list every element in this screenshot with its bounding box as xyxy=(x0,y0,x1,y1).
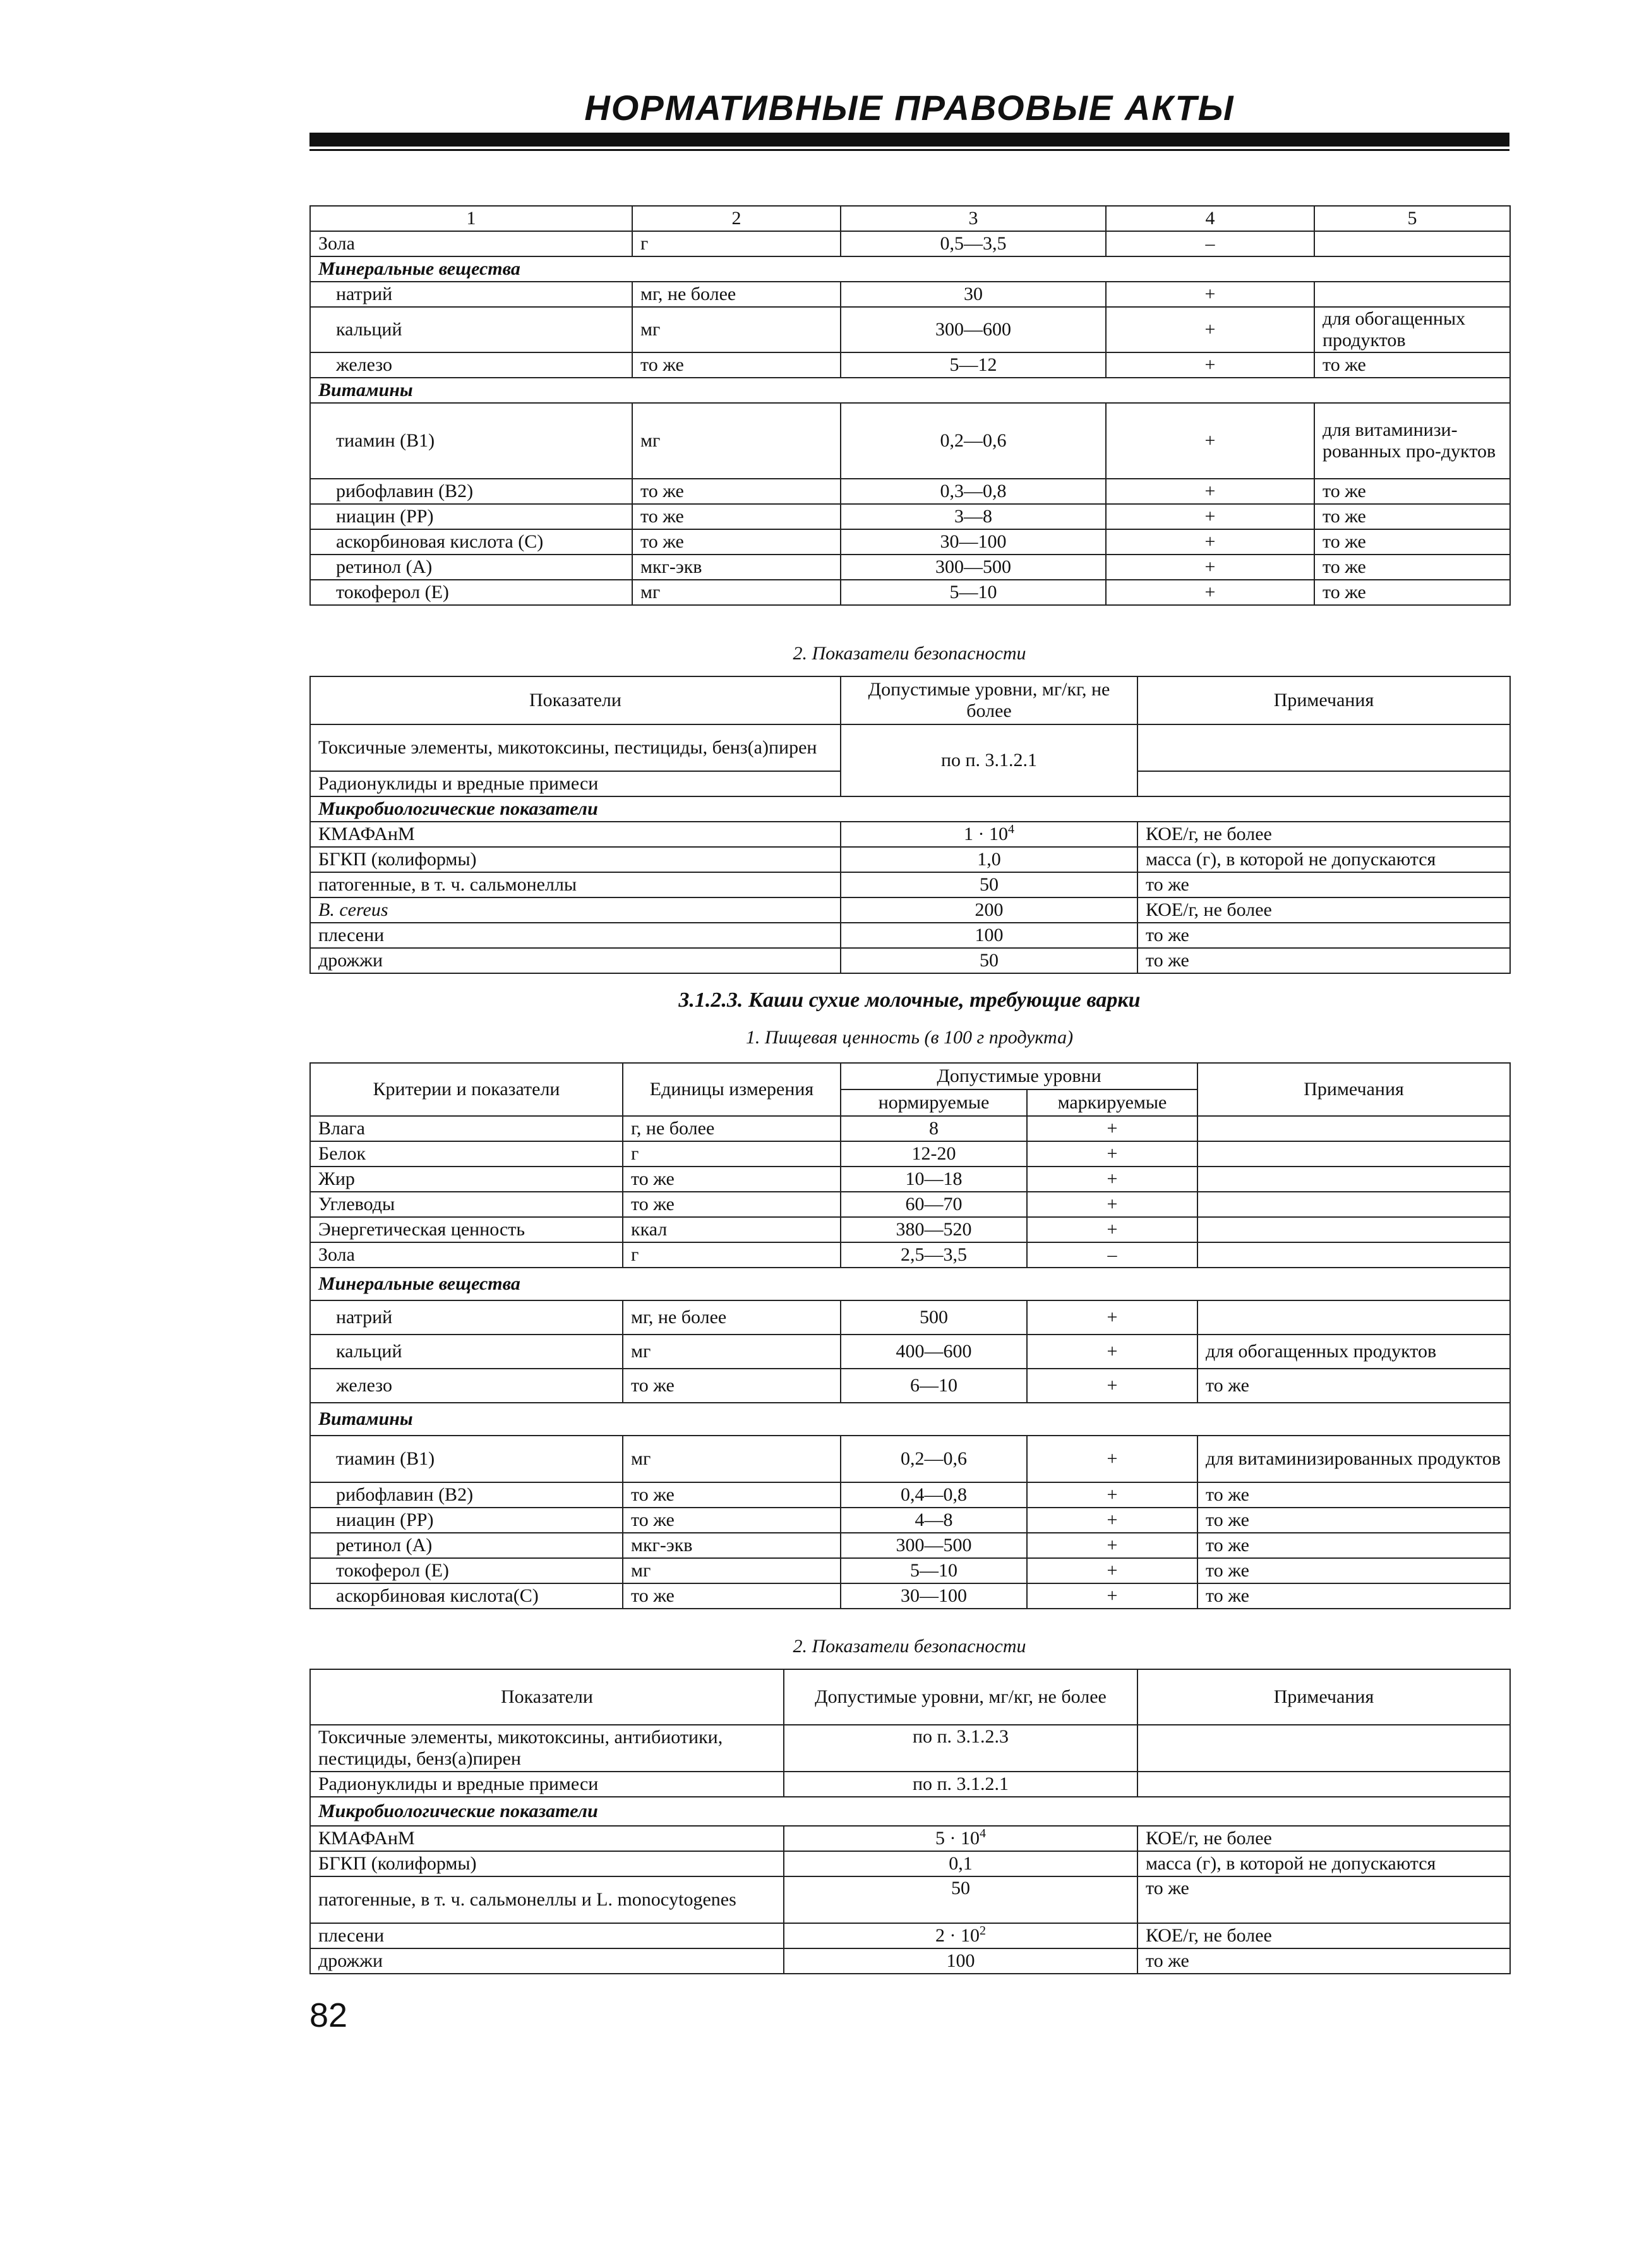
table-cell: 3—8 xyxy=(841,504,1106,529)
table-cell: + xyxy=(1106,282,1314,307)
table-row xyxy=(310,948,1510,973)
table-cell: 12-20 xyxy=(841,1141,1027,1167)
table-cell: + xyxy=(1027,1508,1197,1533)
section-row xyxy=(310,796,1510,822)
table-cell: + xyxy=(1106,403,1314,479)
table-row xyxy=(310,1948,1510,1974)
table-row xyxy=(310,872,1510,897)
table-cell: 30—100 xyxy=(841,529,1106,555)
indicator-cell: аскорбиновая кислота(C) xyxy=(310,1583,623,1609)
table-cell xyxy=(1137,771,1510,796)
note-cell: КОЕ/г, не более xyxy=(1137,1923,1510,1948)
indicator-cell: токоферол (E) xyxy=(310,580,632,605)
table-cell: 4—8 xyxy=(841,1508,1027,1533)
table-row xyxy=(310,1482,1510,1508)
table-cell: – xyxy=(1027,1242,1197,1268)
table-cell: + xyxy=(1027,1217,1197,1242)
table-row xyxy=(310,1558,1510,1583)
table-row xyxy=(310,580,1510,605)
table-cell: то же xyxy=(1314,580,1510,605)
level-value: 100 xyxy=(975,925,1004,945)
section-row xyxy=(310,256,1510,282)
table-cell: + xyxy=(1106,352,1314,378)
table-cell xyxy=(1197,1242,1510,1268)
indicator-cell: Белок xyxy=(310,1141,623,1167)
indicator-cell: натрий xyxy=(310,282,632,307)
table-cell xyxy=(1197,1116,1510,1141)
level-cell xyxy=(841,948,1137,973)
table-cell: г xyxy=(632,231,841,256)
indicator-cell: рибофлавин (B2) xyxy=(310,1482,623,1508)
indicator-cell: Радионуклиды и вредные примеси xyxy=(310,1772,784,1797)
note-cell: КОЕ/г, не более xyxy=(1137,1826,1510,1851)
table-cell: то же xyxy=(1197,1533,1510,1558)
table-cell: + xyxy=(1106,555,1314,580)
table-cell: 0,2—0,6 xyxy=(841,1436,1027,1482)
table-row xyxy=(310,1167,1510,1192)
column-header: Единицы измерения xyxy=(623,1063,841,1116)
column-header: Допустимые уровни, мг/кг, не более xyxy=(841,676,1137,724)
table-row xyxy=(310,352,1510,378)
table-row xyxy=(310,1876,1510,1923)
table-cell: 300—500 xyxy=(841,1533,1027,1558)
table-cell: + xyxy=(1106,479,1314,504)
level-exponent: 2 xyxy=(980,1924,986,1938)
section-row xyxy=(310,1403,1510,1436)
section-label: Микробиологические показатели xyxy=(310,1797,1510,1826)
table-cell: для витаминизированных продуктов xyxy=(1197,1436,1510,1482)
level-value: 5 · 10 xyxy=(935,1828,980,1849)
table-cell: то же xyxy=(1197,1558,1510,1583)
page-number: 82 xyxy=(309,1996,348,2034)
table-cell: 5—12 xyxy=(841,352,1106,378)
table-cell: + xyxy=(1027,1533,1197,1558)
table-cell: 60—70 xyxy=(841,1192,1027,1217)
header-rule xyxy=(309,133,1509,147)
table-cell: то же xyxy=(1314,479,1510,504)
indicator-cell: ниацин (PP) xyxy=(310,1508,623,1533)
table-cell: + xyxy=(1027,1583,1197,1609)
level-cell xyxy=(841,872,1137,897)
table-cell xyxy=(1197,1217,1510,1242)
table-cell: то же xyxy=(623,1583,841,1609)
nutrition-table xyxy=(309,1062,1511,1609)
table-cell: + xyxy=(1106,504,1314,529)
indicator-cell: тиамин (B1) xyxy=(310,1436,623,1482)
table-cell xyxy=(1137,1725,1510,1772)
note-cell: КОЕ/г, не более xyxy=(1137,897,1510,923)
indicator-cell: плесени xyxy=(310,923,841,948)
table-cell: то же xyxy=(1314,504,1510,529)
section-title: 3.1.2.3. Каши сухие молочные, требующие варки xyxy=(678,988,1141,1012)
table-cell: то же xyxy=(623,1167,841,1192)
level-value: 50 xyxy=(980,874,999,895)
table-cell: мг xyxy=(623,1335,841,1369)
level-cell: по п. 3.1.2.1 xyxy=(784,1772,1137,1797)
table-cell: мг xyxy=(623,1436,841,1482)
table-cell: 380—520 xyxy=(841,1217,1027,1242)
level-value: 50 xyxy=(951,1878,970,1899)
table-cell: то же xyxy=(623,1508,841,1533)
indicator-cell: Зола xyxy=(310,1242,623,1268)
table-row xyxy=(310,1300,1510,1335)
section-row xyxy=(310,1268,1510,1300)
header-row xyxy=(310,1669,1510,1725)
table-cell: + xyxy=(1027,1141,1197,1167)
level-cell xyxy=(841,897,1137,923)
level-value: 2 · 10 xyxy=(935,1925,980,1946)
table-cell: мг xyxy=(632,580,841,605)
note-cell: то же xyxy=(1137,1948,1510,1974)
table-cell: для обогащенных продуктов xyxy=(1197,1335,1510,1369)
table-cell xyxy=(1197,1141,1510,1167)
table-cell: то же xyxy=(1314,555,1510,580)
table-cell: то же xyxy=(1197,1583,1510,1609)
level-value: 50 xyxy=(980,950,999,971)
table-row xyxy=(310,479,1510,504)
indicator-cell: дрожжи xyxy=(310,1948,784,1974)
indicator-cell: тиамин (B1) xyxy=(310,403,632,479)
indicator-cell: ретинол (A) xyxy=(310,555,632,580)
indicator-cell: КМАФАнМ xyxy=(310,1826,784,1851)
table-row xyxy=(310,504,1510,529)
note-cell: КОЕ/г, не более xyxy=(1137,822,1510,847)
table-cell: 30 xyxy=(841,282,1106,307)
table-row xyxy=(310,231,1510,256)
table-cell xyxy=(1197,1192,1510,1217)
column-header: нормируемые xyxy=(841,1089,1027,1116)
level-cell xyxy=(784,1948,1137,1974)
level-exponent: 4 xyxy=(1008,822,1014,836)
section-row xyxy=(310,1797,1510,1826)
table-row xyxy=(310,847,1510,872)
indicator-cell: натрий xyxy=(310,1300,623,1335)
level-cell xyxy=(841,822,1137,847)
table-cell: – xyxy=(1106,231,1314,256)
indicator-cell: БГКП (колиформы) xyxy=(310,1851,784,1876)
header-rule-thin xyxy=(309,149,1509,151)
table-cell: + xyxy=(1027,1482,1197,1508)
column-header: Показатели xyxy=(310,1669,784,1725)
table-cell: ккал xyxy=(623,1217,841,1242)
table-cell: + xyxy=(1027,1436,1197,1482)
section-label: Минеральные вещества xyxy=(310,256,1510,282)
table-cell: то же xyxy=(1314,529,1510,555)
indicator-cell: дрожжи xyxy=(310,948,841,973)
table-cell: то же xyxy=(623,1482,841,1508)
level-cell xyxy=(784,1826,1137,1851)
table-cell: то же xyxy=(632,504,841,529)
table-cell: мг xyxy=(623,1558,841,1583)
table-cell: 10—18 xyxy=(841,1167,1027,1192)
nutrition-table-continued xyxy=(309,205,1511,606)
table-row xyxy=(310,923,1510,948)
table-cell: то же xyxy=(632,352,841,378)
indicator-cell: Энергетическая ценность xyxy=(310,1217,623,1242)
header-row xyxy=(310,676,1510,724)
level-cell xyxy=(784,1876,1137,1923)
nutrition-caption: 1. Пищевая ценность (в 100 г продукта) xyxy=(745,1027,1074,1048)
table-cell: + xyxy=(1106,580,1314,605)
indicator-cell: рибофлавин (B2) xyxy=(310,479,632,504)
indicator-cell: Влага xyxy=(310,1116,623,1141)
table-row xyxy=(310,1533,1510,1558)
safety-caption-1: 2. Показатели безопасности xyxy=(793,643,1026,664)
table-row xyxy=(310,1508,1510,1533)
note-cell: то же xyxy=(1137,1876,1510,1923)
section-row xyxy=(310,378,1510,403)
level-cell xyxy=(841,923,1137,948)
indicator-cell: токоферол (E) xyxy=(310,1558,623,1583)
indicator-cell: кальций xyxy=(310,1335,623,1369)
table-cell: для обогащенных продуктов xyxy=(1314,307,1510,352)
table-cell: то же xyxy=(632,529,841,555)
indicator-cell: Жир xyxy=(310,1167,623,1192)
column-header: Примечания xyxy=(1137,1669,1510,1725)
table-cell: + xyxy=(1027,1558,1197,1583)
table-row xyxy=(310,1335,1510,1369)
table-cell: то же xyxy=(623,1192,841,1217)
column-number: 3 xyxy=(841,206,1106,231)
table-row xyxy=(310,1436,1510,1482)
table-row xyxy=(310,307,1510,352)
note-cell: масса (г), в которой не допускаются xyxy=(1137,1851,1510,1876)
table-row xyxy=(310,1369,1510,1403)
table-cell: для витаминизи-рованных про-дуктов xyxy=(1314,403,1510,479)
table-cell: 2,5—3,5 xyxy=(841,1242,1027,1268)
level-cell: по п. 3.1.2.3 xyxy=(784,1725,1137,1772)
level-cell xyxy=(841,847,1137,872)
page-header-title: НОРМАТИВНЫЕ ПРАВОВЫЕ АКТЫ xyxy=(584,88,1235,128)
indicator-cell: КМАФАнМ xyxy=(310,822,841,847)
table-cell: мг xyxy=(632,403,841,479)
column-header: Критерии и показатели xyxy=(310,1063,623,1116)
table-cell: мг, не более xyxy=(632,282,841,307)
table-cell: мкг-экв xyxy=(623,1533,841,1558)
indicator-cell: патогенные, в т. ч. сальмонеллы и L. monocytogenes xyxy=(310,1876,784,1923)
table-row xyxy=(310,529,1510,555)
table-row xyxy=(310,1192,1510,1217)
table-cell: 0,2—0,6 xyxy=(841,403,1106,479)
table-cell: то же xyxy=(1197,1482,1510,1508)
safety-caption-2: 2. Показатели безопасности xyxy=(793,1636,1026,1657)
table-cell: + xyxy=(1027,1167,1197,1192)
table-row xyxy=(310,282,1510,307)
level-exponent: 4 xyxy=(980,1827,986,1840)
table-row xyxy=(310,1116,1510,1141)
level-value: 1 · 10 xyxy=(964,824,1008,844)
header-row xyxy=(310,1063,1510,1089)
table-cell xyxy=(1197,1167,1510,1192)
level-cell xyxy=(784,1851,1137,1876)
column-header: Примечания xyxy=(1137,676,1510,724)
indicator-cell: БГКП (колиформы) xyxy=(310,847,841,872)
level-value: 100 xyxy=(946,1950,975,1971)
level-cell: по п. 3.1.2.1 xyxy=(841,724,1137,796)
indicator-cell: патогенные, в т. ч. сальмонеллы xyxy=(310,872,841,897)
table-cell xyxy=(1137,1772,1510,1797)
table-row xyxy=(310,724,1510,771)
indicator-cell: Токсичные элементы, микотоксины, антибиотики, пестициды, бенз(а)пирен xyxy=(310,1725,784,1772)
table-cell: 5—10 xyxy=(841,1558,1027,1583)
table-cell: + xyxy=(1027,1300,1197,1335)
table-cell: + xyxy=(1027,1369,1197,1403)
table-cell: 30—100 xyxy=(841,1583,1027,1609)
column-header: Допустимые уровни xyxy=(841,1063,1197,1089)
level-value: 1,0 xyxy=(977,849,1001,870)
table-cell: то же xyxy=(1197,1369,1510,1403)
table-cell: то же xyxy=(623,1369,841,1403)
table-row xyxy=(310,1923,1510,1948)
column-number: 2 xyxy=(632,206,841,231)
table-row xyxy=(310,1826,1510,1851)
table-row xyxy=(310,1583,1510,1609)
note-cell: то же xyxy=(1137,923,1510,948)
table-cell: г, не более xyxy=(623,1116,841,1141)
indicator-cell: Углеводы xyxy=(310,1192,623,1217)
table-cell: мг xyxy=(632,307,841,352)
table-cell: 400—600 xyxy=(841,1335,1027,1369)
table-row xyxy=(310,822,1510,847)
column-number: 4 xyxy=(1106,206,1314,231)
safety-table-1 xyxy=(309,676,1511,974)
table-row xyxy=(310,897,1510,923)
section-label: Микробиологические показатели xyxy=(310,796,1510,822)
table-cell: 5—10 xyxy=(841,580,1106,605)
table-cell: 300—600 xyxy=(841,307,1106,352)
note-cell: масса (г), в которой не допускаются xyxy=(1137,847,1510,872)
column-number: 5 xyxy=(1314,206,1510,231)
table-cell: + xyxy=(1027,1192,1197,1217)
column-header: маркируемые xyxy=(1027,1089,1197,1116)
indicator-cell: железо xyxy=(310,352,632,378)
table-cell: 0,4—0,8 xyxy=(841,1482,1027,1508)
level-value: 0,1 xyxy=(949,1853,973,1874)
note-cell: то же xyxy=(1137,872,1510,897)
table-row xyxy=(310,1851,1510,1876)
level-value: 200 xyxy=(975,899,1004,920)
column-header: Допустимые уровни, мг/кг, не более xyxy=(784,1669,1137,1725)
table-cell: мкг-экв xyxy=(632,555,841,580)
table-cell: 8 xyxy=(841,1116,1027,1141)
level-cell xyxy=(784,1923,1137,1948)
table-cell: то же xyxy=(632,479,841,504)
table-cell: + xyxy=(1106,529,1314,555)
table-cell: г xyxy=(623,1141,841,1167)
table-cell xyxy=(1197,1300,1510,1335)
indicator-cell: ниацин (PP) xyxy=(310,504,632,529)
table-row xyxy=(310,1141,1510,1167)
table-cell: + xyxy=(1027,1116,1197,1141)
indicator-cell: кальций xyxy=(310,307,632,352)
table-row xyxy=(310,1725,1510,1772)
indicator-cell: плесени xyxy=(310,1923,784,1948)
column-header: Показатели xyxy=(310,676,841,724)
indicator-cell: железо xyxy=(310,1369,623,1403)
table-cell: то же xyxy=(1197,1508,1510,1533)
table-row xyxy=(310,1242,1510,1268)
column-number: 1 xyxy=(310,206,632,231)
table-row xyxy=(310,555,1510,580)
indicator-cell: B. cereus xyxy=(310,897,841,923)
table-cell: г xyxy=(623,1242,841,1268)
table-cell xyxy=(1314,282,1510,307)
table-cell: + xyxy=(1027,1335,1197,1369)
indicator-cell: аскорбиновая кислота (C) xyxy=(310,529,632,555)
table-cell: + xyxy=(1106,307,1314,352)
table-cell: 0,3—0,8 xyxy=(841,479,1106,504)
indicator-cell: ретинол (A) xyxy=(310,1533,623,1558)
column-header: Примечания xyxy=(1197,1063,1510,1116)
table-row xyxy=(310,1217,1510,1242)
table-cell: то же xyxy=(1314,352,1510,378)
indicator-cell: Радионуклиды и вредные примеси xyxy=(310,771,841,796)
table-cell: 500 xyxy=(841,1300,1027,1335)
table-row xyxy=(310,403,1510,479)
table-cell: мг, не более xyxy=(623,1300,841,1335)
safety-table-2 xyxy=(309,1669,1511,1974)
table-row xyxy=(310,1772,1510,1797)
indicator-cell: Токсичные элементы, микотоксины, пестициды, бенз(а)пирен xyxy=(310,724,841,771)
note-cell: то же xyxy=(1137,948,1510,973)
table-cell: 0,5—3,5 xyxy=(841,231,1106,256)
section-label: Витамины xyxy=(310,378,1510,403)
section-label: Витамины xyxy=(310,1403,1510,1436)
table-cell: 6—10 xyxy=(841,1369,1027,1403)
column-number-row xyxy=(310,206,1510,231)
table-cell: 300—500 xyxy=(841,555,1106,580)
table-cell xyxy=(1137,724,1510,771)
indicator-cell: Зола xyxy=(310,231,632,256)
table-cell xyxy=(1314,231,1510,256)
section-label: Минеральные вещества xyxy=(310,1268,1510,1300)
